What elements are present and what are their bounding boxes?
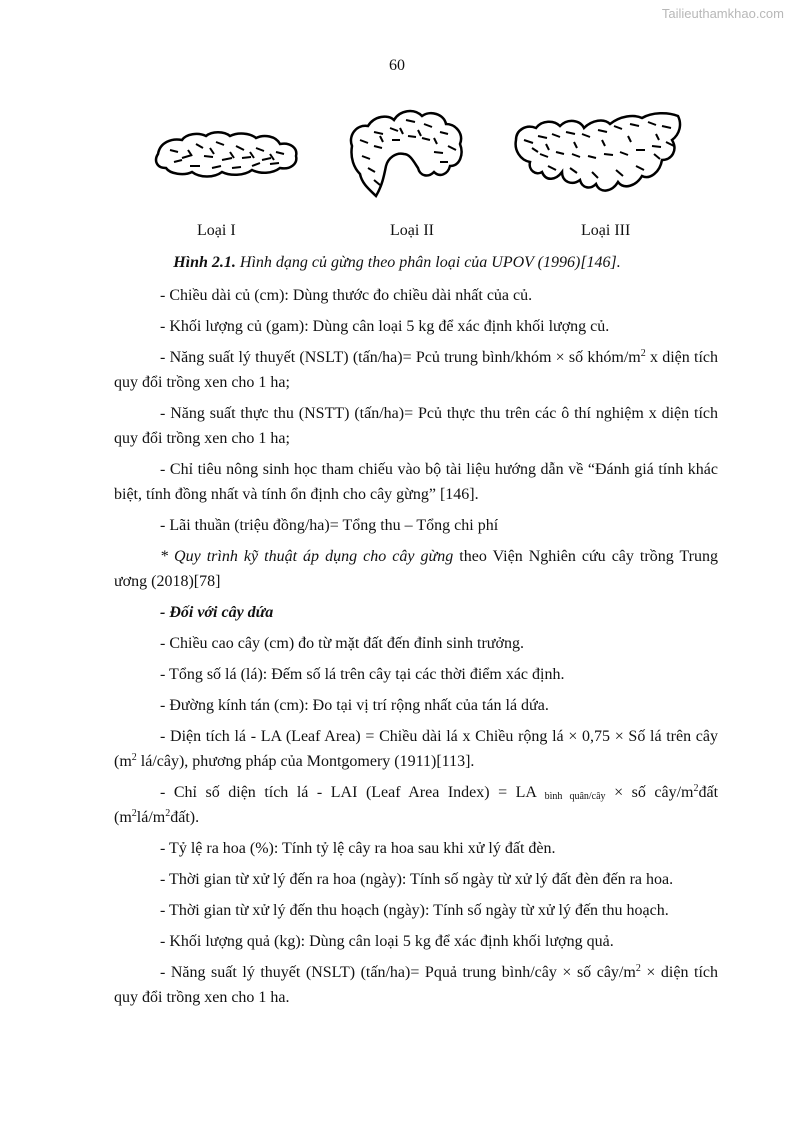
paragraph: - Chỉ tiêu nông sinh học tham chiếu vào bộ tài liệu hướng dẫn về “Đánh giá tính khác biệt, tính đồng nhất và tính ổn định cho cây gừng” [146].	[114, 461, 718, 503]
paragraph: - Thời gian từ xử lý đến thu hoạch (ngày): Tính số ngày từ xử lý đến thu hoạch.	[160, 902, 669, 919]
paragraph: - Thời gian từ xử lý đến ra hoa (ngày): Tính số ngày từ xử lý đất đèn đến ra hoa.	[160, 871, 674, 888]
label-type-2: Loại II	[390, 222, 434, 239]
superscript: 2	[693, 783, 699, 794]
figure-caption	[0, 254, 794, 272]
paragraph	[114, 345, 718, 395]
figure-number: Hình 2.1.	[173, 254, 236, 271]
text-segment: theo Viện Nghiên cứu cây trồng Trung ương (2018)[78]	[114, 548, 718, 590]
body-text	[114, 283, 718, 1016]
figure-caption-text: Hình dạng củ gừng theo phân loại của UPOV (1996)[146].	[235, 254, 621, 271]
text-segment: × số cây/m	[605, 784, 694, 801]
superscript: 2	[635, 963, 641, 974]
subscript: bình quân/cây	[544, 791, 606, 802]
text-segment: - Chỉ số diện tích lá - LAI (Leaf Area Index) = LA	[160, 784, 545, 801]
text-segment: x diện tích quy đổi trồng xen cho 1 ha;	[114, 349, 718, 391]
text-segment: - Diện tích lá - LA (Leaf Area) = Chiều dài lá x Chiều rộng lá × 0,75 × Số lá trên cây (m	[114, 728, 718, 770]
paragraph	[114, 960, 718, 1010]
paragraph: - Chiều cao cây (cm) đo từ mặt đất đến đỉnh sinh trưởng.	[160, 635, 524, 652]
text-segment: lá/cây), phương pháp của Montgomery (1911)[113].	[136, 753, 475, 770]
label-type-1: Loại I	[197, 222, 236, 239]
ginger-type-1-image	[152, 128, 302, 180]
text-segment: đất).	[170, 809, 200, 826]
paragraph: - Khối lượng quả (kg): Dùng cân loại 5 kg để xác định khối lượng quả.	[160, 933, 614, 950]
paragraph: - Năng suất thực thu (NSTT) (tấn/ha)= Pcủ thực thu trên các ô thí nghiệm x diện tích quy đổi trồng xen cho 1 ha;	[114, 405, 718, 447]
section-heading: - Đối với cây dứa	[160, 604, 274, 621]
text-segment: - Năng suất lý thuyết (NSLT) (tấn/ha)= Pcủ trung bình/khóm × số khóm/m	[160, 349, 641, 366]
text-segment: × diện tích quy đổi trồng xen cho 1 ha.	[114, 964, 719, 1006]
paragraph: - Đường kính tán (cm): Đo tại vị trí rộng nhất của tán lá dứa.	[160, 697, 549, 714]
paragraph	[114, 724, 718, 774]
procedure-title: * Quy trình kỹ thuật áp dụng cho cây gừng	[160, 548, 454, 565]
text-segment: đất (m	[114, 784, 719, 826]
superscript: 2	[131, 808, 137, 819]
paragraph	[114, 544, 718, 594]
ginger-type-2-image	[344, 106, 468, 202]
text-segment: - Năng suất lý thuyết (NSLT) (tấn/ha)= Pquả trung bình/cây × số cây/m	[160, 964, 636, 981]
superscript: 2	[640, 348, 646, 359]
ginger-figure	[0, 100, 794, 212]
text-segment: lá/m	[136, 809, 166, 826]
paragraph: - Khối lượng củ (gam): Dùng cân loại 5 kg để xác định khối lượng củ.	[160, 318, 610, 335]
ginger-type-3-image	[512, 110, 684, 198]
paragraph: - Tỷ lệ ra hoa (%): Tính tỷ lệ cây ra hoa sau khi xử lý đất đèn.	[160, 840, 556, 857]
label-type-3: Loại III	[581, 222, 631, 239]
paragraph: - Lãi thuần (triệu đồng/ha)= Tổng thu – Tổng chi phí	[160, 517, 499, 534]
page-number: 60	[389, 57, 405, 74]
superscript: 2	[165, 808, 171, 819]
paragraph: - Tổng số lá (lá): Đếm số lá trên cây tại các thời điểm xác định.	[160, 666, 565, 683]
paragraph	[114, 780, 718, 830]
watermark: Tailieuthamkhao.com	[661, 6, 784, 21]
paragraph: - Chiều dài củ (cm): Dùng thước đo chiều dài nhất của củ.	[160, 287, 533, 304]
superscript: 2	[131, 752, 137, 763]
